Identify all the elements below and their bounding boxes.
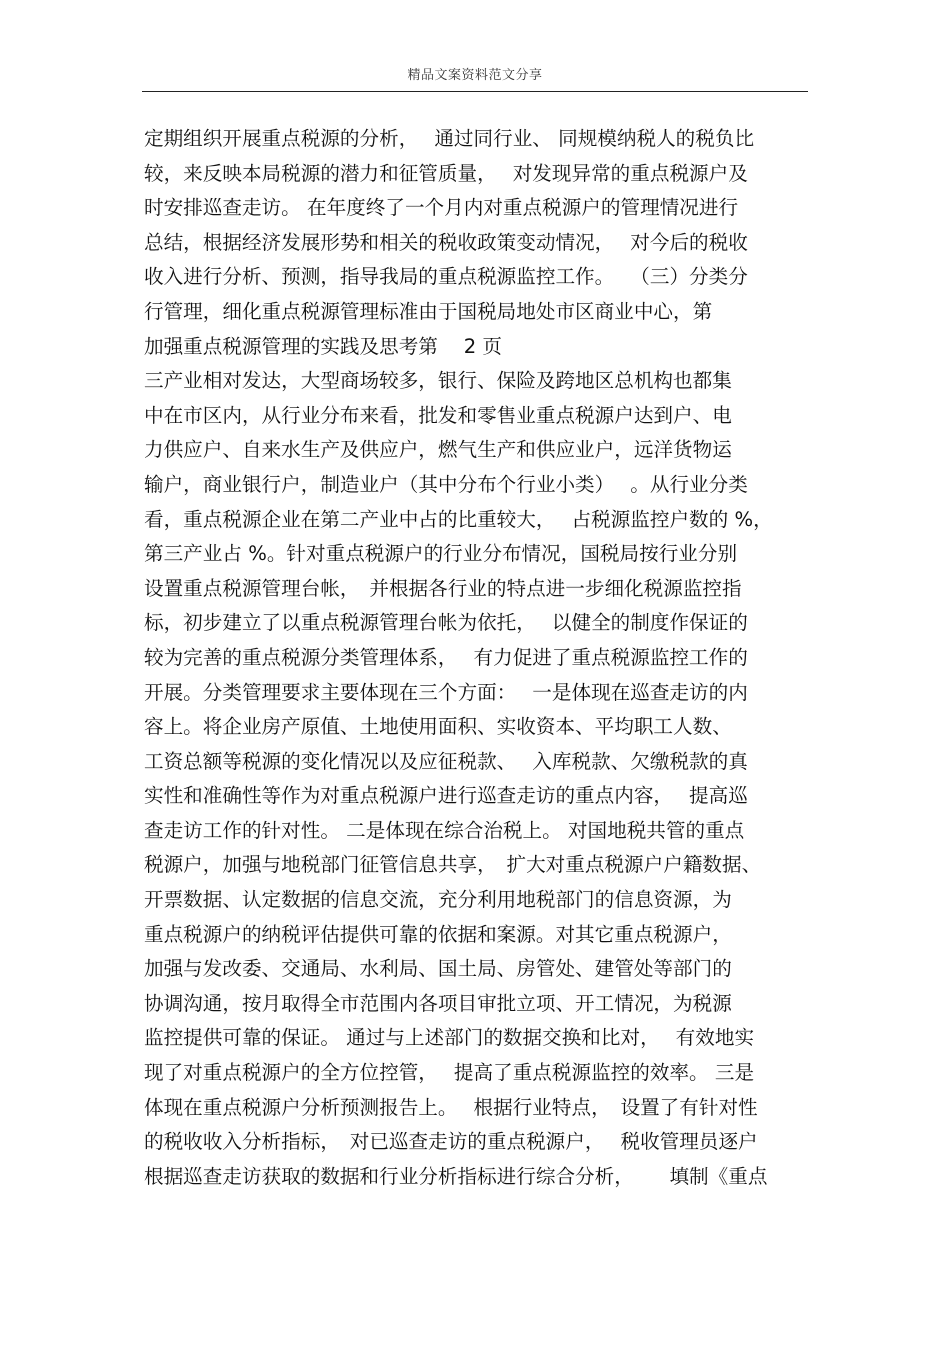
text-line: 根据巡查走访获取的数据和行业分析指标进行综合分析， 填制《重点: [144, 1164, 768, 1188]
text-line: 力供应户、自来水生产及供应户，燃气生产和供应业户，远洋货物运: [144, 438, 732, 462]
text-line: 三产业相对发达，大型商场较多，银行、保险及跨地区总机构也都集: [144, 369, 732, 393]
text-line: 税源户，加强与地税部门征管信息共享， 扩大对重点税源户户籍数据、: [144, 853, 762, 877]
text-line: 设置重点税源管理台帐， 并根据各行业的特点进一步细化税源监控指: [144, 576, 742, 600]
text-line: 看，重点税源企业在第二产业中占的比重较大， 占税源监控户数的 %，: [144, 507, 773, 531]
text-line: 查走访工作的针对性。 二是体现在综合治税上。 对国地税共管的重点: [144, 818, 745, 842]
text-line: 较，来反映本局税源的潜力和征管质量， 对发现异常的重点税源户及: [144, 161, 748, 185]
text-line: 监控提供可靠的保证。 通过与上述部门的数据交换和比对， 有效地实: [144, 1026, 755, 1050]
text-line: 实性和准确性等作为对重点税源户进行巡查走访的重点内容， 提高巡: [144, 784, 748, 808]
text-line: 工资总额等税源的变化情况以及应征税款、 入库税款、欠缴税款的真: [144, 749, 748, 773]
text-line: 重点税源户的纳税评估提供可靠的依据和案源。对其它重点税源户，: [144, 922, 732, 946]
text-line: 收入进行分析、预测，指导我局的重点税源监控工作。 （三）分类分: [144, 265, 748, 289]
text-line: 开展。分类管理要求主要体现在三个方面： 一是体现在巡查走访的内: [144, 680, 748, 704]
text-line: 现了对重点税源户的全方位控管， 提高了重点税源监控的效率。 三是: [144, 1061, 755, 1085]
header-divider: [142, 91, 808, 92]
page-header: 精品文案资料范文分享: [407, 68, 543, 83]
text-line: 标，初步建立了以重点税源管理台帐为依托， 以健全的制度作保证的: [144, 611, 748, 635]
text-line: 加强重点税源管理的实践及思考第 2 页: [144, 334, 503, 358]
text-line: 第三产业占 %。针对重点税源户的行业分布情况，国税局按行业分别: [144, 542, 738, 566]
text-line: 行管理，细化重点税源管理标准由于国税局地处市区商业中心，第: [144, 299, 713, 323]
text-line: 加强与发改委、交通局、水利局、国土局、房管处、建管处等部门的: [144, 957, 732, 981]
text-line: 的税收收入分析指标， 对已巡查走访的重点税源户， 税收管理员逐户: [144, 1130, 758, 1154]
text-line: 中在市区内，从行业分布来看，批发和零售业重点税源户达到户、电: [144, 403, 732, 427]
text-line: 体现在重点税源户分析预测报告上。 根据行业特点， 设置了有针对性: [144, 1095, 758, 1119]
text-line: 时安排巡查走访。 在年度终了一个月内对重点税源户的管理情况进行: [144, 196, 739, 220]
text-line: 总结，根据经济发展形势和相关的税收政策变动情况， 对今后的税收: [144, 230, 748, 254]
text-line: 开票数据、认定数据的信息交流，充分利用地税部门的信息资源，为: [144, 888, 732, 912]
text-line: 容上。将企业房产原值、土地使用面积、实收资本、平均职工人数、: [144, 715, 732, 739]
text-line: 较为完善的重点税源分类管理体系， 有力促进了重点税源监控工作的: [144, 645, 748, 669]
text-line: 协调沟通，按月取得全市范围内各项目审批立项、开工情况，为税源: [144, 991, 732, 1015]
text-line: 定期组织开展重点税源的分析， 通过同行业、 同规模纳税人的税负比: [144, 127, 755, 150]
body-text: [144, 122, 814, 1194]
text-line: 输户，商业银行户，制造业户（其中分布个行业小类） 。从行业分类: [144, 472, 748, 496]
